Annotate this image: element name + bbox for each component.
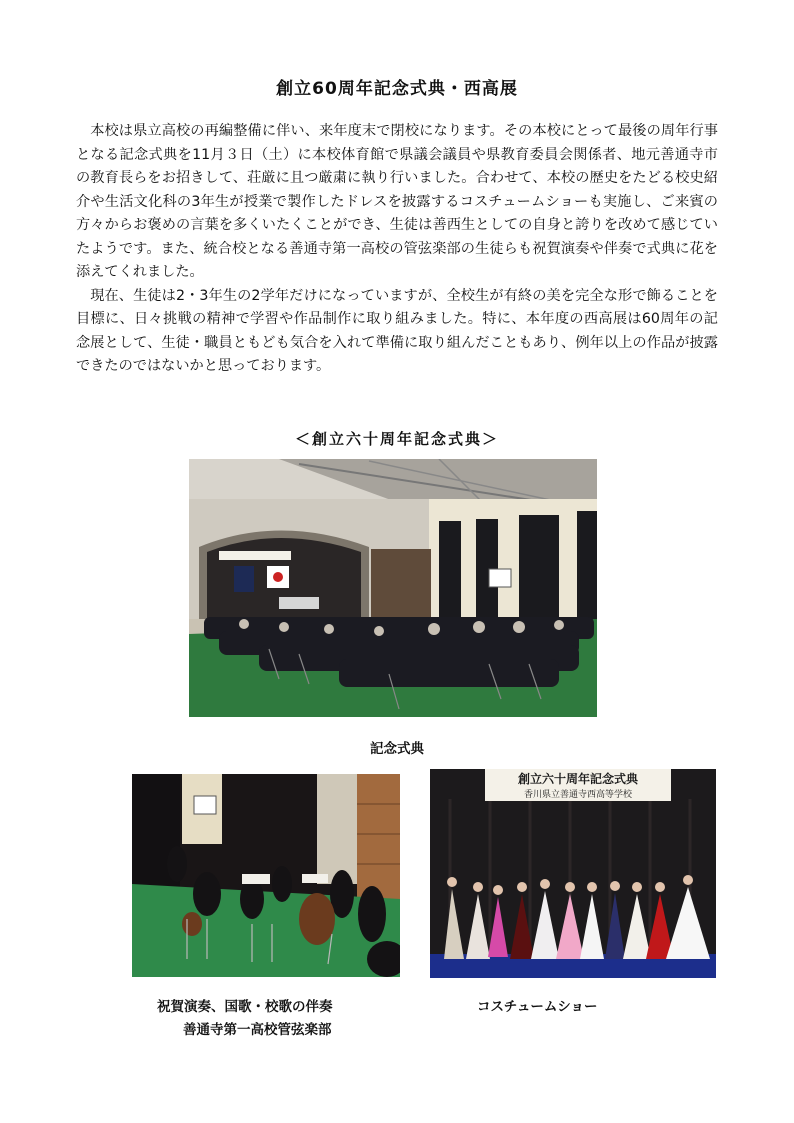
paragraph-1: 本校は県立高校の再編整備に伴い、来年度末で閉校になります。その本校にとって最後の周年行事となる記念式典を11月３日（土）に本校体育館で県議会議員や県教育委員会関係者、地元善通寺市の教育長らをお招きして、荘厳に且つ厳粛に執り行いました。合わせて、本校の歴史をたどる校史紹介や生活文化科の3年生が授業で製作したドレスを披露するコスチュームショーも実施し、ご来賓の方々からお褒めの言葉を多くいたくことができ、生徒は善西生としての自身と誇りを改めて感じていたようです。また、統合校となる善通寺第一高校の管弦楽部の生徒らも祝賀演奏や伴奏で式典に花を添えてくれました。 [76,123,718,280]
article-body [76,120,718,379]
orchestra-caption-line-1: 祝賀演奏、国歌・校歌の伴奏 [157,999,333,1015]
banner-line-1: 創立六十周年記念式典 [517,772,639,786]
paragraph-2: 現在、生徒は2・3年生の2学年だけになっていますが、全校生が有終の美を完全な形で飾ることを目標に、日々挑戦の精神で学習や作品制作に取り組みました。特に、本年度の西高展は60周年の記念展として、生徒・職員ともども気合を入れて準備に取り組んだこともあり、例年以上の作品が披露できたのではないかと思っております。 [76,287,718,374]
ceremony-caption: 記念式典 [370,741,424,757]
page-title: 創立60周年記念式典・西高展 [276,79,518,99]
banner-line-2: 香川県立善通寺西高等学校 [523,790,633,800]
section-heading: ＜創立六十周年記念式典＞ [294,430,499,448]
costume-caption: コスチュームショー [477,999,598,1015]
ceremony-photo [189,459,597,717]
costume-photo [430,769,716,978]
orchestra-caption-line-2: 善通寺第一高校管弦楽部 [183,1022,332,1038]
orchestra-photo [132,774,400,977]
